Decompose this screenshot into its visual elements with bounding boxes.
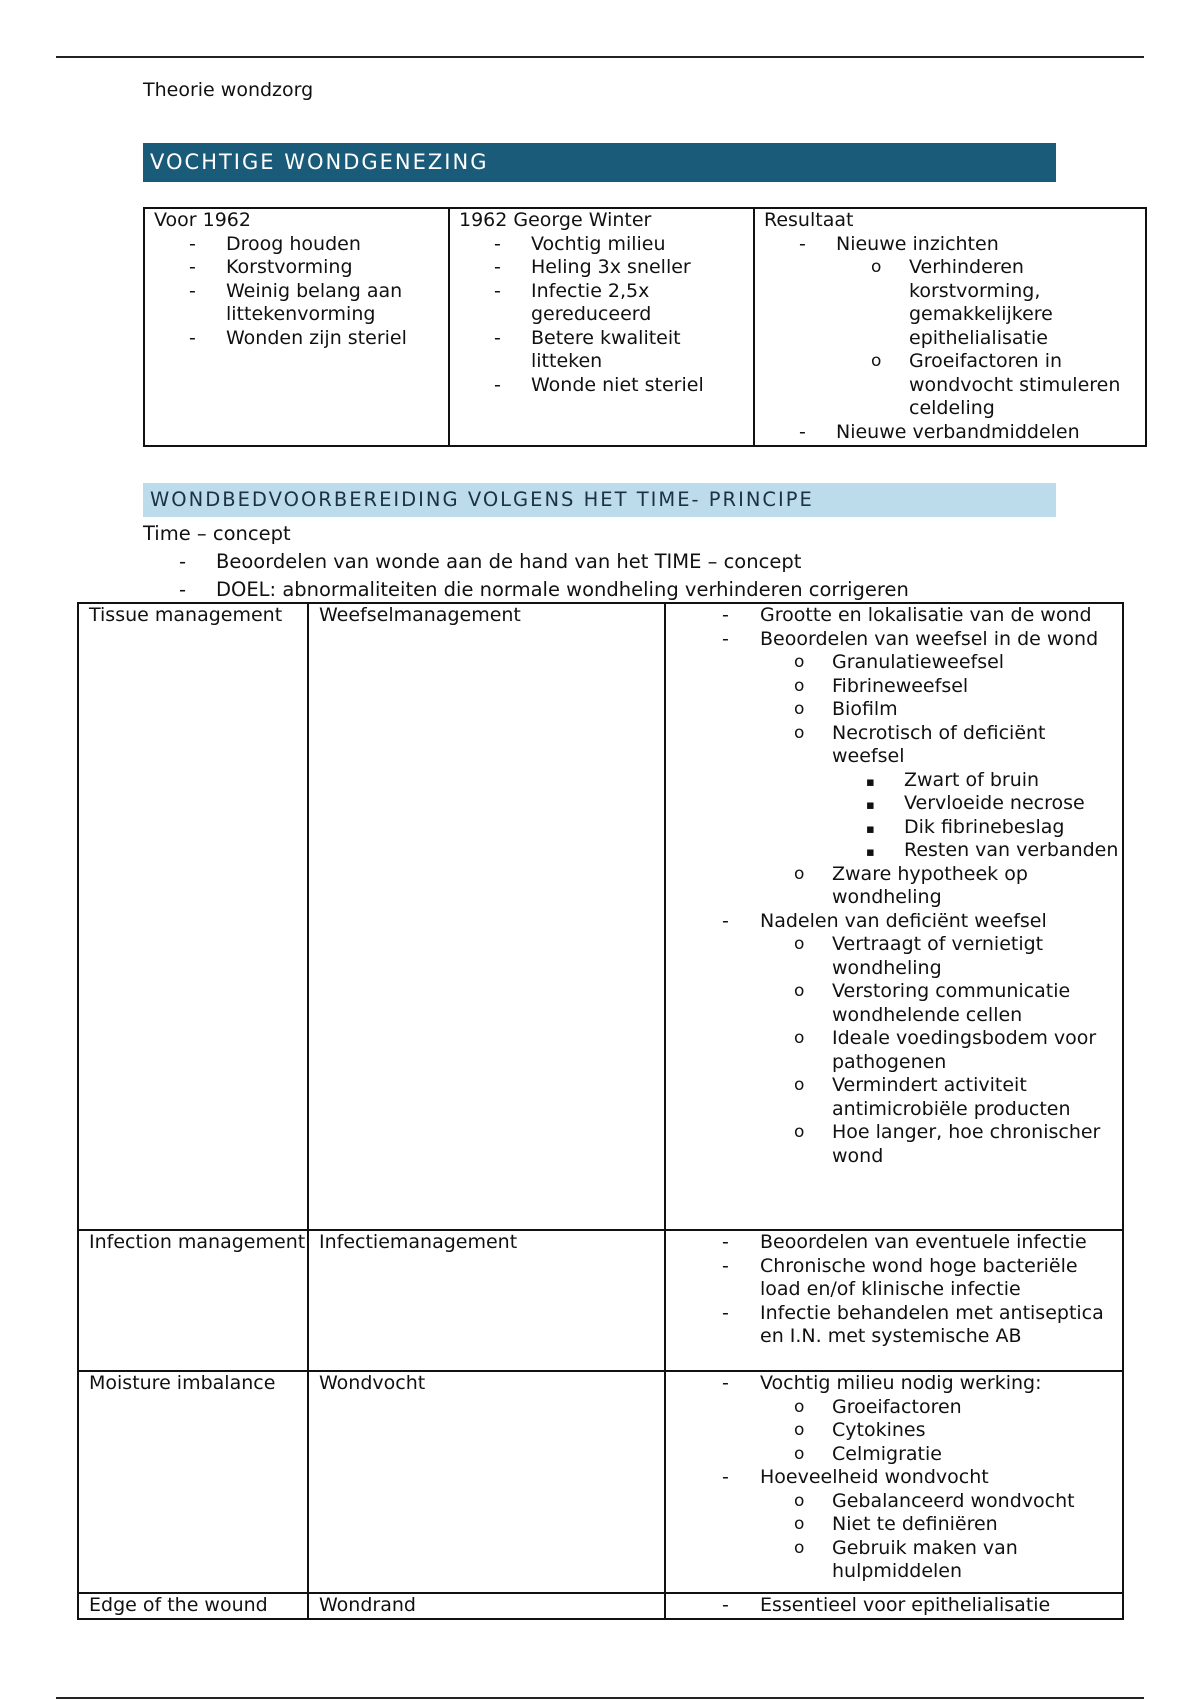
list-item: o Groeifactoren	[794, 1395, 962, 1418]
section-heading-time-principe: WONDBEDVOORBEREIDING VOLGENS HET TIME- PRINCIPE	[143, 483, 1056, 517]
list-item: o Gebalanceerd wondvocht	[794, 1489, 1075, 1512]
column-resultaat	[754, 208, 1146, 446]
list-item: - Essentieel voor epithelialisatie	[722, 1594, 1051, 1616]
bullet-list	[676, 1372, 1122, 1584]
list-item: o Vermindert activiteit antimicrobiële producten	[794, 1074, 1071, 1120]
column-heading: 1962 George Winter	[459, 209, 652, 231]
list-item: - Vochtig milieu	[494, 232, 666, 255]
list-item: ▪ Vervloeide necrose	[866, 792, 1085, 814]
column-heading: Voor 1962	[154, 209, 251, 231]
table-row	[78, 603, 1123, 1230]
top-rule	[56, 56, 1144, 58]
list-item: - Beoordelen van eventuele infectie	[722, 1231, 1087, 1253]
list-item: o Groeifactoren in wondvocht stimuleren celdeling	[871, 350, 1121, 419]
bullet-list	[459, 233, 753, 398]
row-label-nl: Wondrand	[308, 1593, 665, 1619]
row-details	[665, 1593, 1123, 1619]
row-label-en: Edge of the wound	[78, 1593, 308, 1619]
list-item: o Hoe langer, hoe chronischer wond	[794, 1121, 1101, 1167]
list-item: - Grootte en lokalisatie van de wond	[722, 604, 1092, 626]
row-label-nl: Weefselmanagement	[308, 603, 665, 1230]
row-label-en: Tissue management	[78, 603, 308, 1230]
list-item: o Vertraagt of vernietigt wondheling	[794, 933, 1044, 979]
row-details	[665, 603, 1123, 1230]
list-item: o Granulatieweefsel	[794, 651, 1005, 673]
list-item: o Zware hypotheek op wondheling	[794, 862, 1028, 908]
list-item: - Nieuwe inzichten	[799, 232, 999, 255]
list-item: o Niet te definiëren	[794, 1513, 998, 1535]
list-item: ▪ Dik fibrinebeslag	[866, 815, 1065, 838]
list-item: o Biofilm	[794, 698, 898, 720]
list-item: - Hoeveelheid wondvocht	[722, 1466, 989, 1488]
list-item: - Betere kwaliteit litteken	[494, 326, 681, 372]
list-item: - Weinig belang aan littekenvorming	[189, 279, 403, 325]
list-item: o Ideale voedingsbodem voor pathogenen	[794, 1027, 1097, 1073]
list-item: - Chronische wond hoge bacteriële load en/of klinische infectie	[722, 1254, 1078, 1300]
row-label-en: Moisture imbalance	[78, 1371, 308, 1593]
list-item: - Beoordelen van wonde aan de hand van het TIME – concept	[179, 550, 802, 573]
table-row	[78, 1371, 1123, 1593]
time-table	[77, 602, 1124, 1620]
list-item: - Korstvorming	[189, 256, 353, 278]
table-row	[78, 1230, 1123, 1371]
column-george-winter	[449, 208, 754, 446]
bullet-list	[676, 1231, 1122, 1349]
bullet-list	[676, 1594, 1122, 1618]
list-item: - Nieuwe verbandmiddelen	[799, 420, 1080, 443]
bullet-list	[154, 233, 448, 351]
table-row	[144, 208, 1146, 446]
row-label-nl: Wondvocht	[308, 1371, 665, 1593]
list-item: o Fibrineweefsel	[794, 674, 969, 697]
list-item: - Infectie 2,5x gereduceerd	[494, 279, 652, 325]
list-item: o Cytokines	[794, 1419, 926, 1441]
list-item: o Celmigratie	[794, 1442, 942, 1465]
bullet-list	[764, 233, 1145, 445]
list-item: - Wonden zijn steriel	[189, 326, 407, 349]
history-table	[143, 207, 1147, 447]
list-item: o Verstoring communicatie wondhelende cellen	[794, 980, 1071, 1026]
list-item: ▪ Resten van verbanden	[866, 839, 1119, 861]
time-concept-intro	[143, 520, 909, 604]
list-item: ▪ Zwart of bruin	[866, 768, 1040, 791]
list-item: o Necrotisch of deficiënt weefsel	[794, 721, 1046, 767]
list-item: o Gebruik maken van hulpmiddelen	[794, 1536, 1018, 1582]
bottom-rule	[56, 1697, 1144, 1699]
list-item: - Nadelen van deficiënt weefsel	[722, 909, 1047, 932]
list-item: - Vochtig milieu nodig werking:	[722, 1372, 1042, 1394]
table-row	[78, 1593, 1123, 1619]
bullet-list	[676, 604, 1122, 1168]
list-item: - Infectie behandelen met antiseptica en I.N. met systemische AB	[722, 1301, 1104, 1347]
list-item: - Droog houden	[189, 232, 361, 255]
row-label-en: Infection management	[78, 1230, 308, 1371]
row-label-nl: Infectiemanagement	[308, 1230, 665, 1371]
column-voor-1962	[144, 208, 449, 446]
list-item: - Heling 3x sneller	[494, 256, 691, 278]
column-heading: Resultaat	[764, 209, 854, 231]
list-item: - Beoordelen van weefsel in de wond	[722, 627, 1099, 650]
list-item: o Verhinderen korstvorming, gemakkelijkere epithelialisatie	[871, 256, 1053, 349]
list-item: - Wonde niet steriel	[494, 373, 704, 396]
section-heading-vochtige-wondgenezing: VOCHTIGE WONDGENEZING	[143, 143, 1056, 182]
row-details	[665, 1371, 1123, 1593]
page-header: Theorie wondzorg	[143, 79, 314, 101]
list-item: - DOEL: abnormaliteiten die normale wondheling verhinderen corrigeren	[179, 578, 909, 601]
intro-title: Time – concept	[143, 522, 291, 545]
row-details	[665, 1230, 1123, 1371]
